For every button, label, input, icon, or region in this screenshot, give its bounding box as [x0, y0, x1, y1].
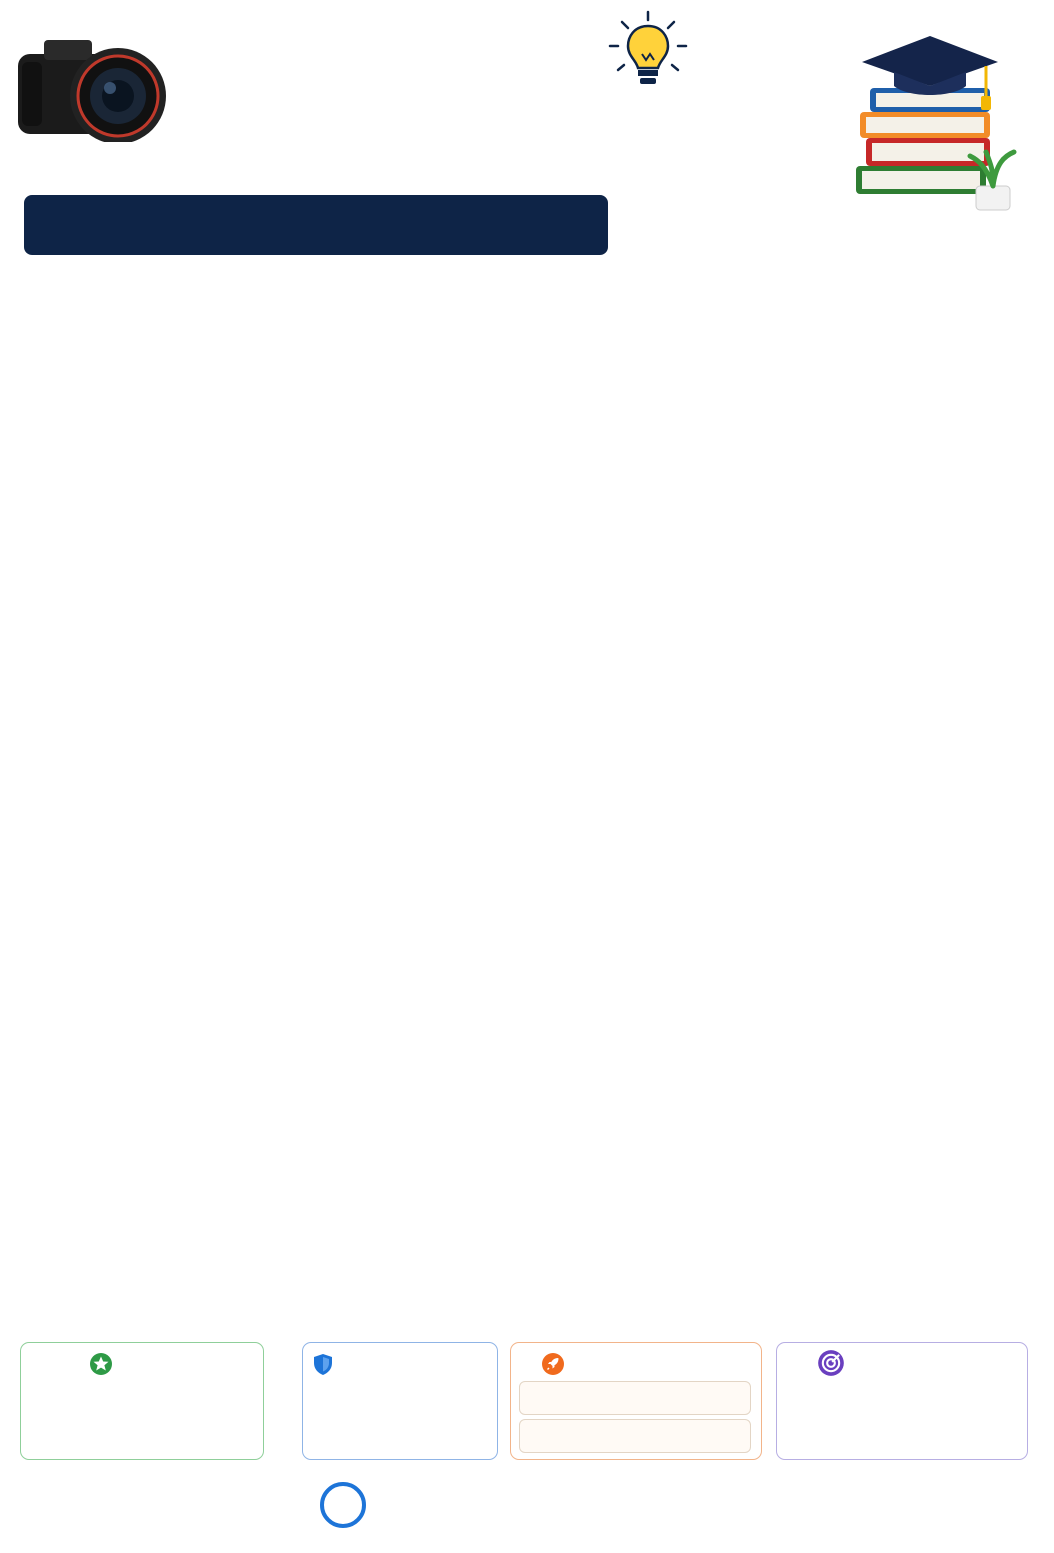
lightbulb-icon — [606, 10, 690, 94]
target-icon — [817, 1349, 845, 1377]
header — [0, 0, 1054, 265]
star-icon — [89, 1352, 113, 1376]
footer — [0, 1466, 1054, 1553]
shield-icon — [311, 1352, 335, 1376]
pro-tips-box — [20, 1342, 264, 1460]
intro-banner — [24, 195, 608, 255]
fact-box — [302, 1342, 498, 1460]
formula-row — [519, 1381, 751, 1415]
books-graduation-cap-icon — [848, 26, 1028, 216]
camera-icon — [14, 32, 172, 142]
quick-start-box — [510, 1342, 762, 1460]
rocket-icon — [541, 1352, 565, 1376]
bottom-line-box — [776, 1342, 1028, 1460]
edtech-e-mark — [320, 1482, 366, 1528]
example-row — [519, 1419, 751, 1453]
edtech-logo — [320, 1480, 490, 1536]
